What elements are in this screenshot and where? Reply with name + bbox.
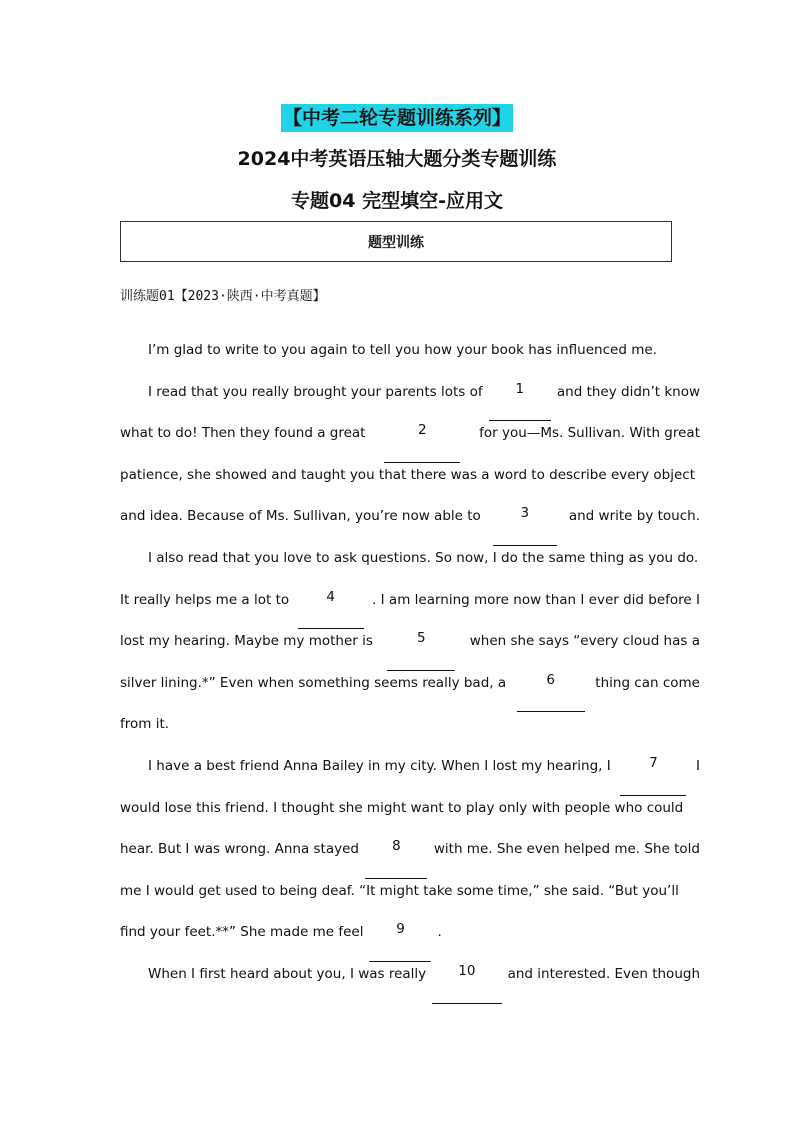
answer-blank-7[interactable]: 7 bbox=[620, 754, 686, 796]
passage-text: and they didn’t know bbox=[556, 383, 700, 400]
section-heading: 题型训练 bbox=[368, 234, 424, 251]
passage-text: what to do! Then they found a great bbox=[120, 425, 366, 442]
answer-blank-1[interactable]: 1 bbox=[489, 380, 551, 422]
passage-text: lost my hearing. Maybe my mother is bbox=[120, 633, 373, 650]
passage-text: silver lining.*” Even when something seems really bad, a bbox=[120, 674, 507, 691]
passage-text: I have a best friend Anna Bailey in my city. When I lost my hearing, I bbox=[148, 757, 611, 774]
passage-text: from it. bbox=[120, 716, 170, 733]
answer-blank-6[interactable]: 6 bbox=[517, 671, 585, 713]
passage-line bbox=[120, 712, 700, 754]
passage-line bbox=[120, 796, 700, 838]
passage-line bbox=[120, 463, 700, 505]
passage-text: with me. She even helped me. She told bbox=[433, 841, 700, 858]
passage-line bbox=[120, 546, 700, 588]
passage-text: patience, she showed and taught you that there was a word to describe every object bbox=[120, 466, 695, 483]
passage-text: I bbox=[696, 757, 700, 774]
series-label: 【中考二轮专题训练系列】 bbox=[281, 104, 513, 132]
passage-line bbox=[120, 920, 700, 962]
passage-text: me I would get used to being deaf. “It might take some time,” she said. “But you’ll bbox=[120, 882, 679, 899]
answer-blank-4[interactable]: 4 bbox=[298, 588, 364, 630]
answer-blank-8[interactable]: 8 bbox=[365, 837, 427, 879]
passage-text: thing can come bbox=[595, 674, 700, 691]
passage-line bbox=[120, 380, 700, 422]
section-heading-box bbox=[120, 221, 672, 262]
passage bbox=[120, 338, 700, 1004]
passage-text: and write by touch. bbox=[568, 508, 700, 525]
passage-text: It really helps me a lot to bbox=[120, 591, 290, 608]
document-title: 2024中考英语压轴大题分类专题训练 bbox=[237, 148, 557, 170]
passage-text: and interested. Even though bbox=[507, 965, 700, 982]
passage-line bbox=[120, 629, 700, 671]
passage-line bbox=[120, 671, 700, 713]
passage-line bbox=[120, 879, 700, 921]
passage-text: when she says “every cloud has a bbox=[469, 633, 700, 650]
answer-blank-9[interactable]: 9 bbox=[369, 920, 431, 962]
passage-line bbox=[120, 338, 700, 380]
passage-text: and idea. Because of Ms. Sullivan, you’re now able to bbox=[120, 508, 481, 525]
passage-text: I also read that you love to ask questions. So now, I do the same thing as you do. bbox=[148, 549, 699, 566]
passage-line bbox=[120, 504, 700, 546]
passage-line bbox=[120, 421, 700, 463]
passage-text: When I first heard about you, I was really bbox=[148, 965, 427, 982]
exercise-label: 训练题01【2023·陕西·中考真题】 bbox=[120, 289, 326, 304]
passage-text: I read that you really brought your parents lots of bbox=[148, 383, 483, 400]
document-subtitle: 专题04 完型填空-应用文 bbox=[291, 190, 503, 212]
passage-text: for you—Ms. Sullivan. With great bbox=[479, 425, 700, 442]
answer-blank-3[interactable]: 3 bbox=[493, 504, 557, 546]
answer-blank-10[interactable]: 10 bbox=[432, 962, 501, 1004]
answer-blank-5[interactable]: 5 bbox=[387, 629, 455, 671]
passage-text: find your feet.**” She made me feel bbox=[120, 924, 364, 941]
passage-line bbox=[120, 962, 700, 1004]
answer-blank-2[interactable]: 2 bbox=[384, 421, 460, 463]
passage-text: . I am learning more now than I ever did before I bbox=[372, 591, 700, 608]
passage-line bbox=[120, 754, 700, 796]
passage-text: hear. But I was wrong. Anna stayed bbox=[120, 841, 359, 858]
passage-line bbox=[120, 588, 700, 630]
passage-line bbox=[120, 837, 700, 879]
passage-text: would lose this friend. I thought she might want to play only with people who could bbox=[120, 799, 684, 816]
passage-text: . bbox=[437, 924, 442, 941]
passage-text: I’m glad to write to you again to tell you how your book has influenced me. bbox=[148, 342, 657, 358]
series-banner bbox=[0, 104, 794, 132]
